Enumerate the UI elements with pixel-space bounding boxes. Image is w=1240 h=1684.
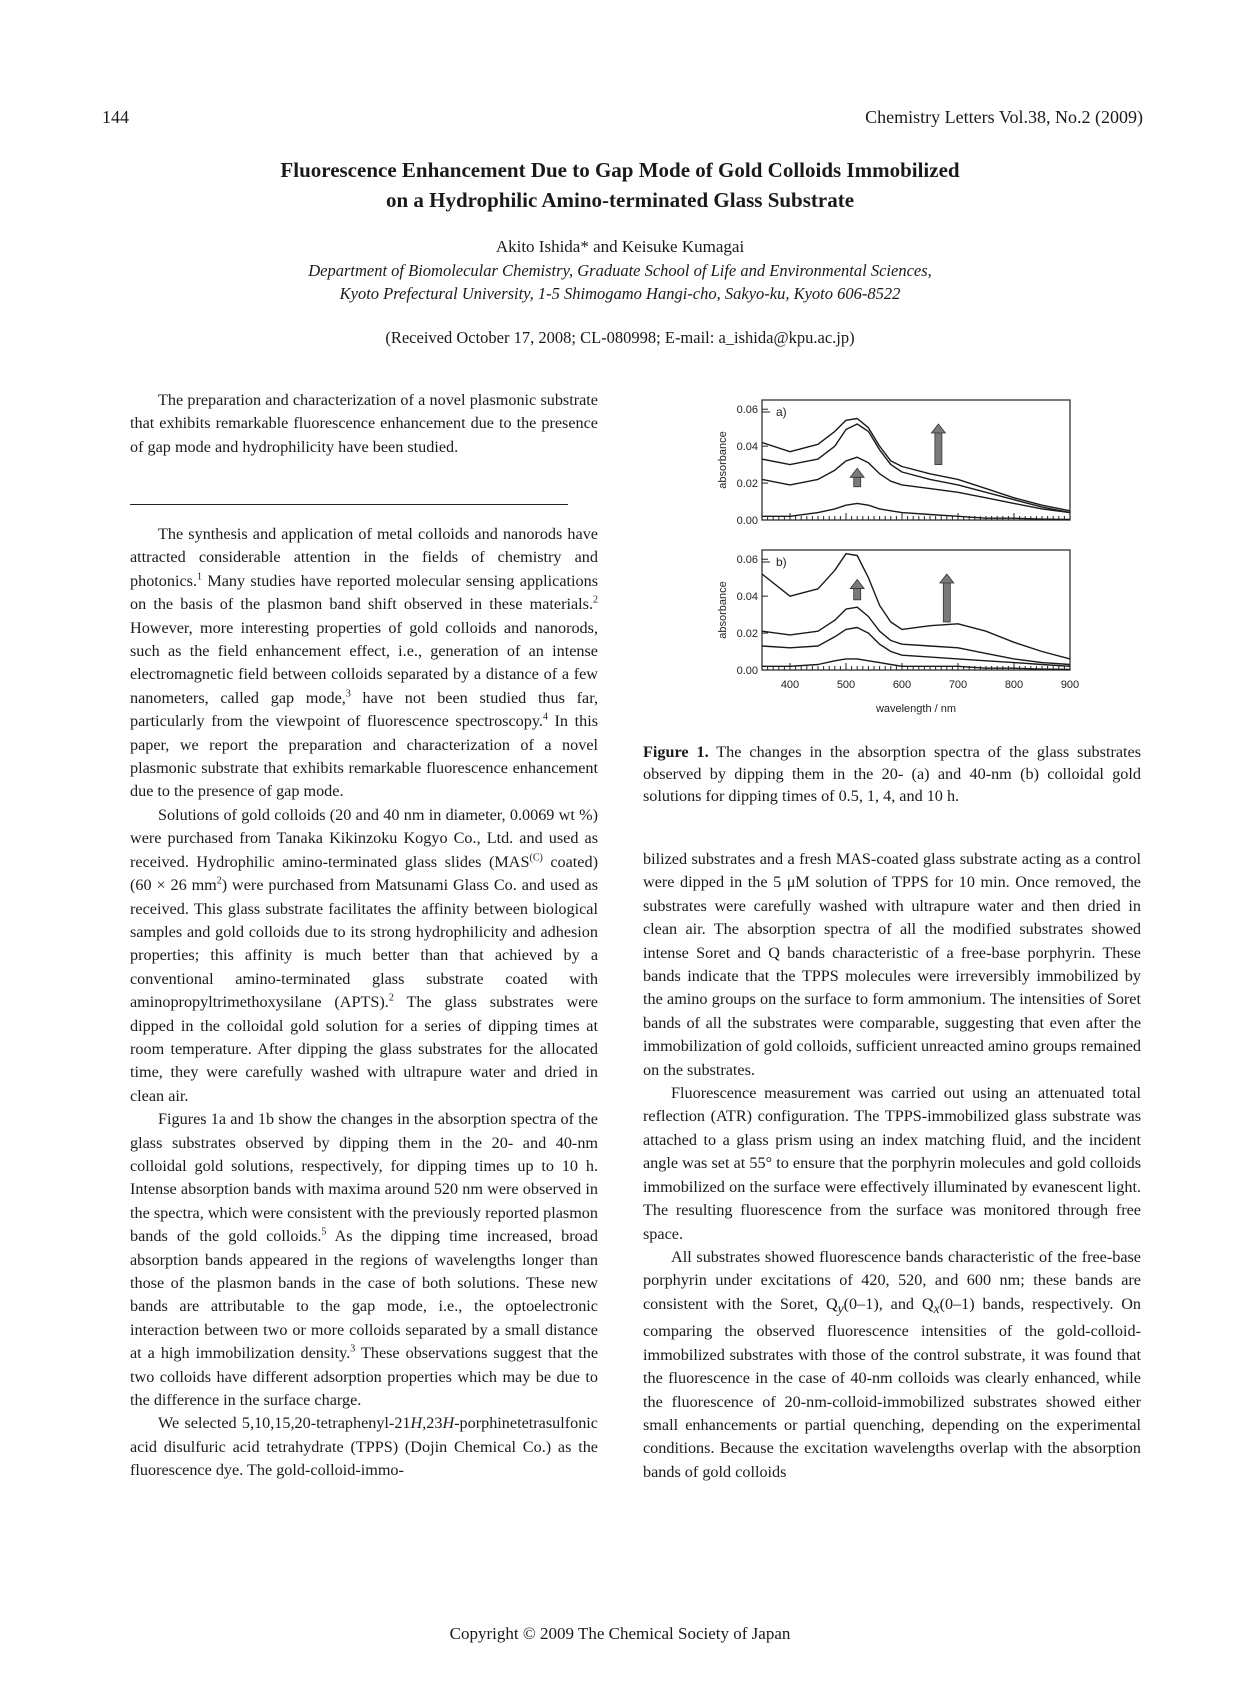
y-tick-label: 0.02: [736, 478, 758, 491]
x-axis-label: wavelength / nm: [875, 703, 957, 715]
authors: Akito Ishida* and Keisuke Kumagai: [495, 237, 745, 256]
abstract: [130, 389, 598, 459]
reference-marker: 3: [345, 688, 351, 700]
subscript: x: [933, 1300, 940, 1316]
journal-header: Chemistry Letters Vol.38, No.2 (2009): [865, 107, 1143, 127]
paragraph: [130, 804, 598, 1108]
paragraph: [643, 1246, 1141, 1484]
text-run: The synthesis and application of metal colloids and nanorods have attracted considerable attention in the fields of chemistry and photonics.: [130, 525, 598, 590]
text-run: These observations suggest that the two colloids have different adsorption properties which may be due to the difference in the surface charge.: [130, 1344, 598, 1410]
reference-marker: 2: [593, 594, 598, 606]
paragraph: [130, 1412, 598, 1482]
text-run: All substrates showed fluorescence bands characteristic of the free-base porphyrin under excitations of 420, 520, and 600 nm; these bands are consistent with the Soret, Q: [643, 1247, 1141, 1313]
x-tick-label: 600: [892, 679, 912, 691]
affiliation-line-2: Kyoto Prefectural University, 1-5 Shimogamo Hangi-cho, Sakyo-ku, Kyoto 606-8522: [339, 284, 901, 303]
increase-arrow-head: [850, 468, 864, 477]
body-left-column: [130, 523, 598, 1483]
paper-title: [130, 155, 1110, 215]
reference-marker: 3: [350, 1343, 356, 1355]
spectrum-line: [762, 554, 1070, 659]
panel-label: b): [776, 555, 787, 569]
superscript: (C): [529, 852, 543, 864]
text-run: ,23: [422, 1414, 443, 1433]
title-line-1: Fluorescence Enhancement Due to Gap Mode of Gold Colloids Immobilized: [280, 158, 960, 182]
text-run: Solutions of gold colloids (20 and 40 nm in diameter, 0.0069 wt %) were purchased from Tanaka Kikinzoku Kogyo Co., Ltd. and used as received. Hydrophilic amino-terminated glass slides (MAS: [130, 805, 598, 871]
increase-arrow-head: [850, 580, 864, 589]
reference-marker: 5: [321, 1226, 327, 1238]
received-line: (Received October 17, 2008; CL-080998; E-mail: a_ishida@kpu.ac.jp): [385, 328, 855, 347]
increase-arrow-shaft: [854, 476, 861, 486]
spectrum-line: [762, 419, 1070, 511]
x-tick-label: 900: [1060, 679, 1080, 691]
text-run: -porphinetetrasulfonic acid disulfuric acid tetrahydrate (TPPS) (Dojin Chemical Co.) as the fluorescence dye. The gold-colloid-immo-: [130, 1414, 598, 1480]
increase-arrow-head: [940, 574, 954, 583]
spectrum-line: [762, 424, 1070, 513]
paragraph: Fluorescence measurement was carried out using an attenuated total reflection (ATR) configuration. The TPPS-immobilized glass substrate was attached to a glass prism using an index matching fluid, and the incident angle was set at 55° to ensure that the porphyrin molecules and gold colloids immobilized on the surface were effectively illuminated by evanescent light. The resulting fluorescence from the surface was monitored through free space.: [643, 1084, 1141, 1243]
text-run: We selected 5,10,15,20-tetraphenyl-21: [158, 1414, 411, 1433]
y-axis-label: absorbance: [717, 581, 729, 639]
paragraph: bilized substrates and a fresh MAS-coated glass substrate acting as a control were dipped in the 5 μM solution of TPPS for 10 min. Once removed, the substrates were carefully washed with ultrapure water and then dried in clean air. The absorption spectra of all the modified substrates showed intense Soret and Q bands characteristic of a free-base porphyrin. These bands indicate that the TPPS molecules were irreversibly immobilized by the amino groups on the surface to form ammonium. The intensities of Soret bands of all the substrates were comparable, suggesting that even after the immobilization of gold colloids, sufficient unreacted amino groups remained on the substrates.: [643, 850, 1141, 1079]
text-run: As the dipping time increased, broad absorption bands appeared in the regions of wavelengths longer than those of the plasmon bands in the case of both solutions. These new bands are attributable to the gap mode, i.e., the optoelectronic interaction between two or more colloids separated by a small distance at a high immobilization density.: [130, 1227, 599, 1363]
spectrum-line: [762, 457, 1070, 512]
paragraph: [130, 523, 598, 804]
body-right-column: [643, 848, 1141, 1484]
text-run: ) were purchased from Matsunami Glass Co. and used as received. This glass substrate facilitates the affinity between biological samples and gold colloids due to its strong hydrophilicity and adhesion properties; this affinity is much better than that achieved by a conventional amino-terminated glass substrate coated with aminopropyltrimethoxysilane (APTS).: [130, 876, 599, 1012]
title-line-2: on a Hydrophilic Amino-terminated Glass Substrate: [385, 188, 855, 212]
y-tick-label: 0.02: [736, 628, 758, 641]
reference-marker: 1: [197, 571, 202, 583]
figure-label: Figure 1.: [643, 743, 709, 761]
subscript: y: [837, 1300, 844, 1316]
absorption-spectra-chart: [690, 395, 1110, 730]
increase-arrow-shaft: [935, 432, 942, 465]
x-tick-label: 700: [948, 679, 968, 691]
y-tick-label: 0.00: [736, 515, 758, 527]
abstract-text: The preparation and characterization of a novel plasmonic substrate that exhibits remarkable fluorescence enhancement due to the presence of gap mode and hydrophilicity have been studied.: [130, 391, 598, 456]
text-run: (0–1), and Q: [843, 1294, 934, 1313]
affiliation: [130, 259, 1110, 305]
text-run: have not been studied thus far, particularly from the viewpoint of fluorescence spectroscopy.: [130, 688, 598, 731]
y-tick-label: 0.04: [736, 591, 758, 604]
caption-text: The changes in the absorption spectra of the glass substrates observed by dipping them in the 20- (a) and 40-nm (b) colloidal gold solutions for dipping times of 0.5, 1, 4, and 10 h.: [643, 743, 1141, 805]
y-tick-label: 0.04: [736, 441, 758, 454]
text-run: (0–1) bands, respectively. On comparing the observed fluorescence intensities of the gold-colloid-immobilized substrates with those of the control substrate, it was found that the fluorescence in the case of 40-nm colloids was clearly enhanced, while the fluorescence of 20-nm-colloid-immobilized substrates showed either small enhancements or partial quenching, depending on the experimental conditions. Because the excitation wavelengths overlap with the absorption bands of gold colloids: [643, 1294, 1142, 1481]
panel-label: a): [776, 405, 787, 419]
figure-caption: [643, 741, 1141, 807]
increase-arrow-head: [931, 424, 945, 433]
figure-1: [690, 395, 1110, 735]
text-run: However, more interesting properties of gold colloids and nanorods, such as the field enhancement effect, i.e., generation of an intense electromagnetic field between colloids separated by a distance of a few nanometers, called gap mode,: [130, 618, 598, 707]
y-axis-label: absorbance: [717, 431, 729, 489]
x-tick-label: 500: [836, 679, 856, 691]
page-number: 144: [102, 107, 129, 127]
copyright-footer: Copyright © 2009 The Chemical Society of Japan: [449, 1624, 791, 1643]
x-tick-label: 400: [780, 679, 800, 691]
increase-arrow-shaft: [854, 588, 861, 600]
y-tick-label: 0.06: [736, 404, 758, 417]
text-run: Many studies have reported molecular sensing applications on the basis of the plasmon band shift observed in these materials.: [130, 571, 598, 614]
reference-marker: 2: [388, 992, 394, 1004]
text-run: The glass substrates were dipped in the colloidal gold solution for a series of dipping times at room temperature. After dipping the glass substrates for the allocated time, they were carefully washed with ultrapure water and dried in clean air.: [130, 993, 598, 1105]
y-tick-label: 0.00: [736, 665, 758, 677]
superscript: 2: [216, 875, 222, 887]
affiliation-line-1: Department of Biomolecular Chemistry, Graduate School of Life and Environmental Sciences,: [308, 261, 932, 280]
text-run: coated) (60 × 26 mm: [130, 852, 598, 895]
text-run: In this paper, we report the preparation and characterization of a novel plasmonic substrate that exhibits remarkable fluorescence enhancement due to the presence of gap mode.: [130, 712, 598, 801]
paragraph: [130, 1108, 598, 1412]
italic-run: H: [442, 1414, 455, 1433]
plot-frame: [762, 550, 1070, 670]
reference-marker: 4: [542, 711, 548, 723]
abstract-divider: [130, 504, 568, 505]
increase-arrow-shaft: [943, 582, 950, 622]
italic-run: H: [410, 1414, 423, 1433]
x-tick-label: 800: [1004, 679, 1024, 691]
y-tick-label: 0.06: [736, 554, 758, 567]
text-run: Figures 1a and 1b show the changes in the absorption spectra of the glass substrates observed by dipping them in the 20- and 40-nm colloidal gold solutions, respectively, for dipping times up to 10 h. Intense absorption bands with maxima around 520 nm were observed in the spectra, which were consistent with the previously reported plasmon bands of the gold colloids.: [130, 1110, 598, 1246]
